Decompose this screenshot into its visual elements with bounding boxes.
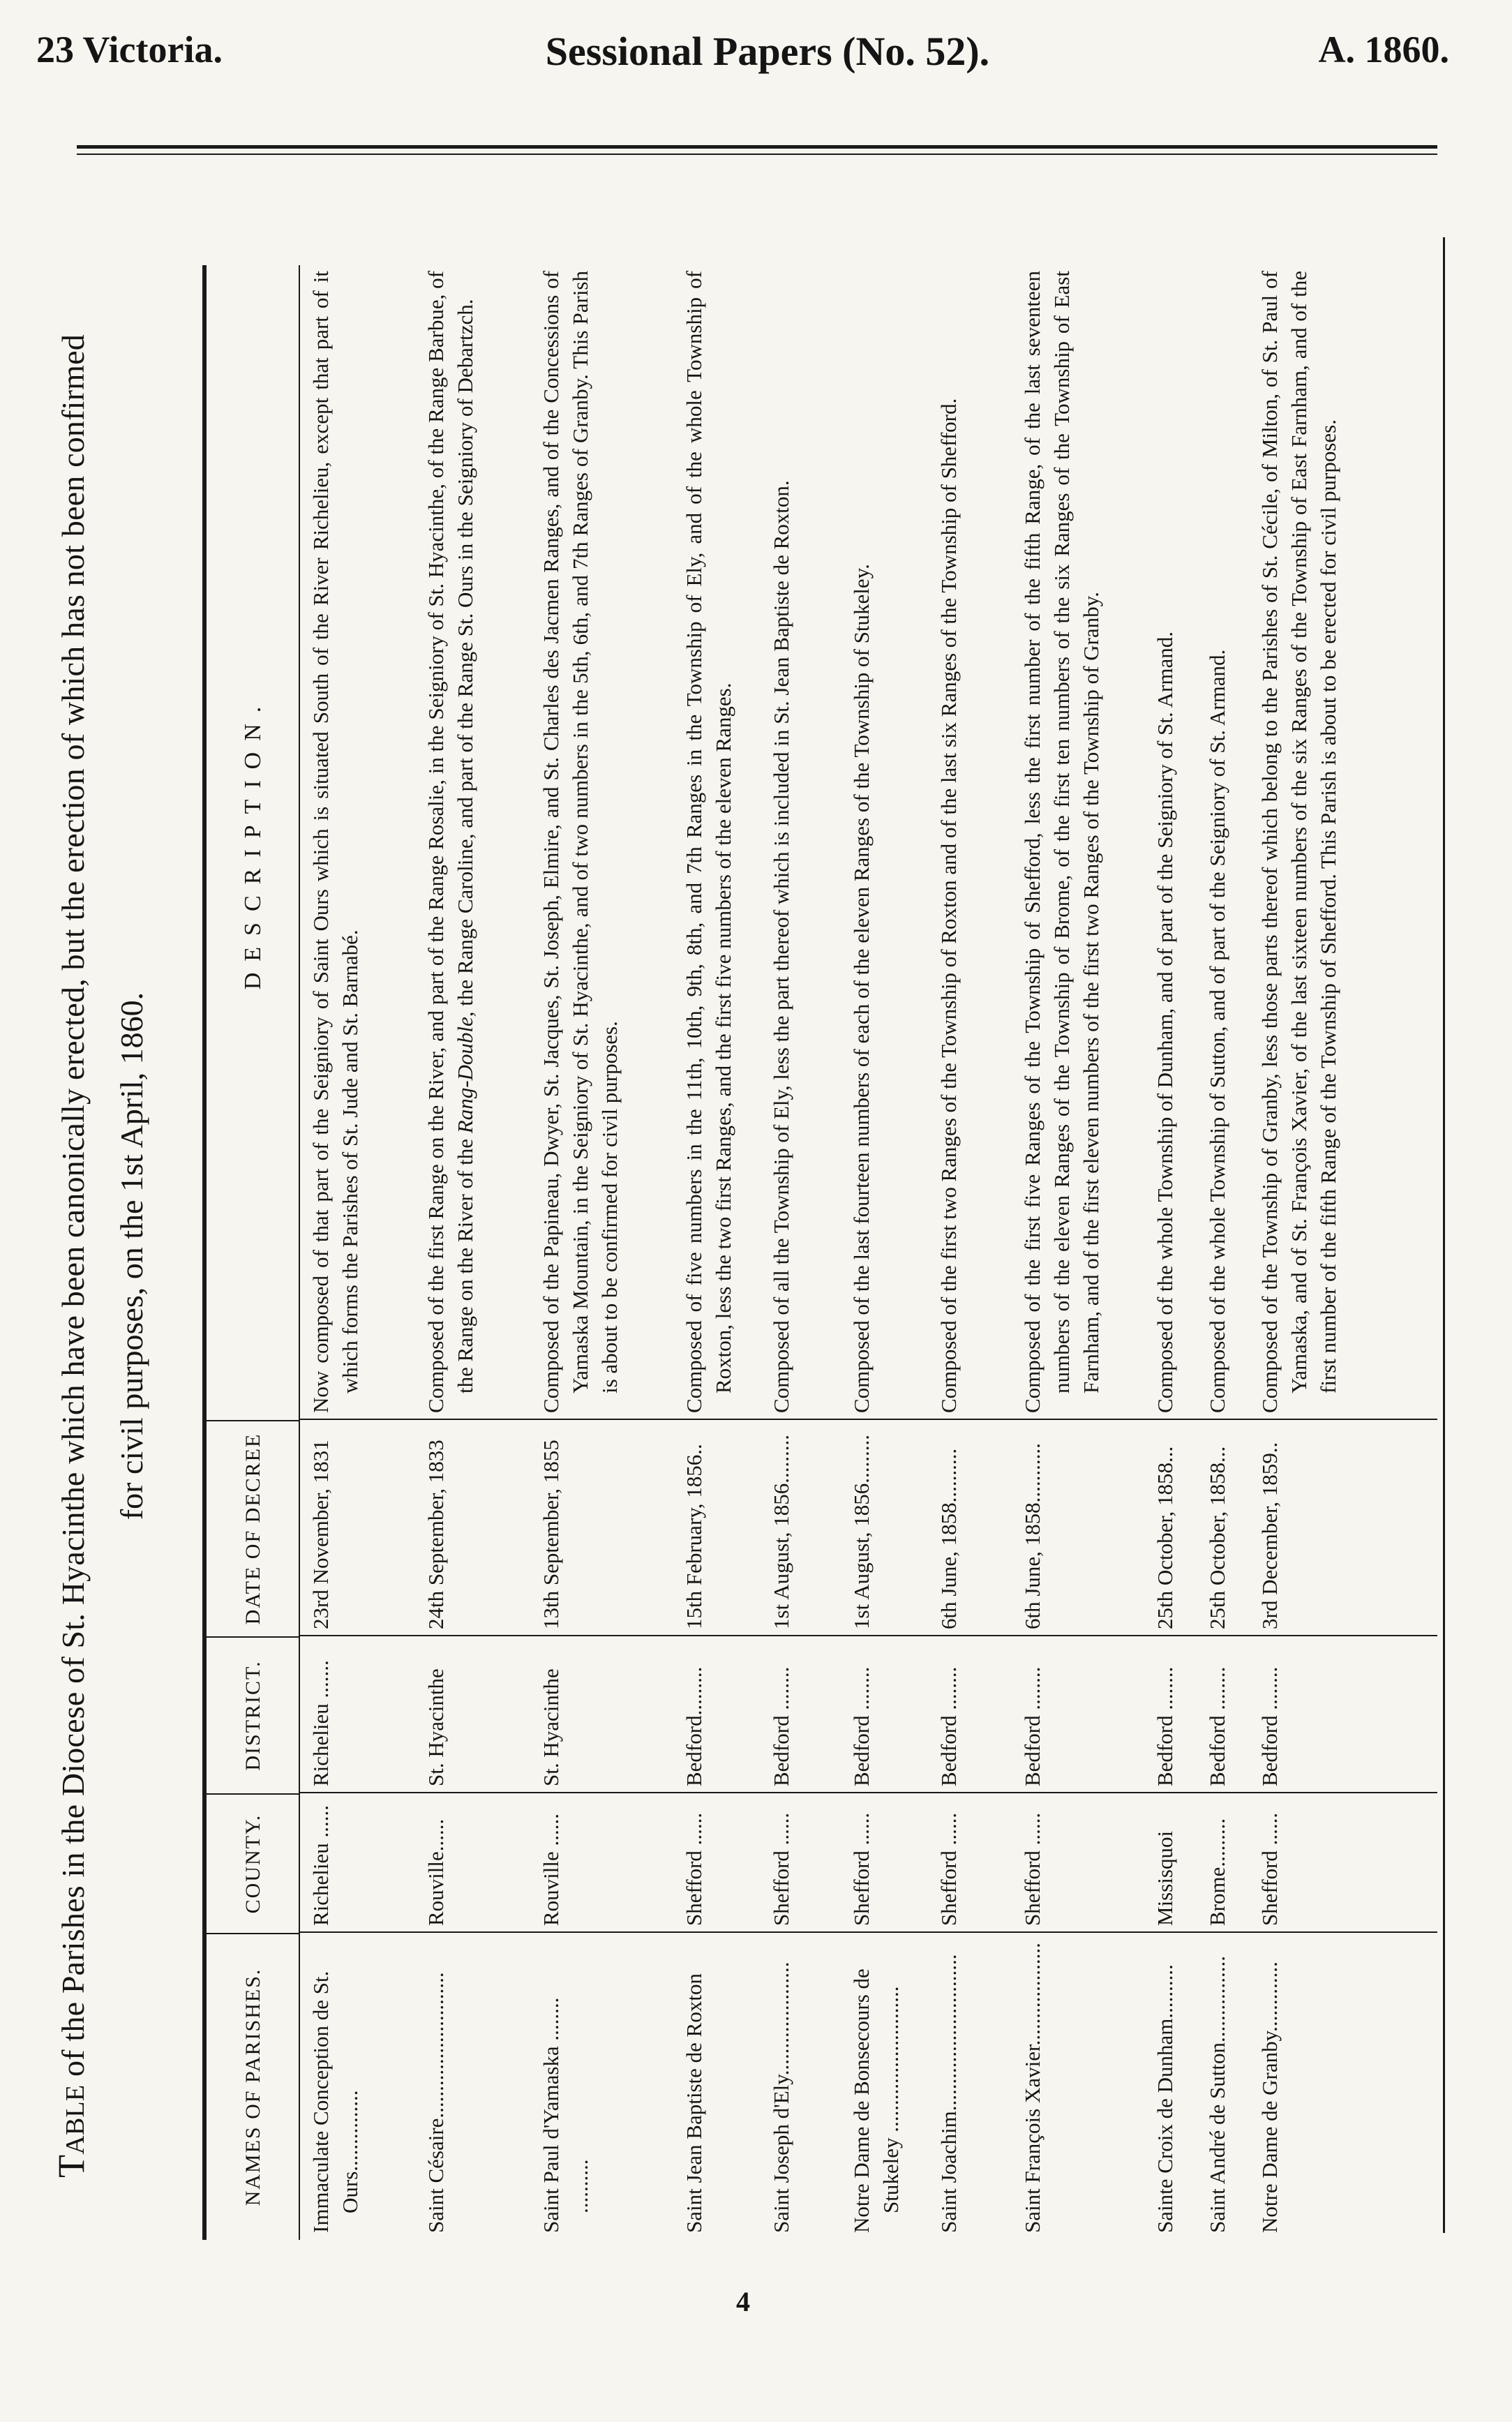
parish-county: Rouville......: [424, 1818, 448, 1926]
parish-description: [419, 265, 480, 1420]
parish-name: Saint Césaire...........................: [424, 1972, 448, 2233]
parish-name: Notre Dame de Granby.............: [1257, 1961, 1282, 2233]
table-row: [1200, 265, 1252, 2240]
parish-name: Saint Paul d'Yamaska ........ ..........: [539, 1997, 592, 2233]
parish-county: Shefford ......: [849, 1812, 874, 1926]
decree-date: 25th October, 1858...: [1205, 1446, 1229, 1629]
header-county: COUNTY.: [207, 1793, 300, 1933]
header-names-of-parishes: NAMES OF PARISHES.: [207, 1933, 300, 2240]
parish-description: Composed of the first five Ranges of the Township of Shefford, less the first number of the fifth Range, of the last seventeen numbers of the eleven Ranges of the Township of Brome, of the first ten numbers of the six Ranges of the Township of East Farnham, and of the first eleven numbers of the first two Ranges of the Township of Granby.: [1020, 271, 1103, 1413]
parish-description: Composed of the Township of Granby, less those parts thereof which belong to the Parishes of St. Cécile, of Milton, of St. Paul of Yamaska, and of St. François Xavier, of the last sixteen numbers of the six Ranges of the Township of East Farnham, and of the first number of the fifth Range of the Township of Shefford. This Parish is about to be erected for civil purposes.: [1257, 271, 1340, 1413]
caption-line-2: for civil purposes, on the 1st April, 1860.: [114, 992, 149, 1520]
parish-description: Composed of the first two Ranges of the Township of Roxton and of the last six Ranges of the Township of Shefford.: [936, 398, 961, 1413]
table-row: [1252, 265, 1413, 2240]
parish-name: Saint Joseph d'Ely.....................: [769, 1961, 793, 2233]
parishes-table: [202, 265, 1437, 2240]
decree-date: 24th September, 1833: [424, 1440, 448, 1629]
rotated-page-body: [42, 181, 1437, 2331]
table-caption: [42, 181, 188, 2331]
header-date-of-decree: DATE OF DECREE: [207, 1420, 300, 1636]
parish-district: Bedford ........: [936, 1666, 961, 1786]
table-body: [300, 265, 1437, 2240]
parish-district: Bedford ........: [1257, 1666, 1282, 1786]
parish-county: Shefford ......: [682, 1812, 706, 1926]
decree-date: 6th June, 1858...........: [1020, 1443, 1045, 1629]
decree-date: 25th October, 1858...: [1153, 1446, 1177, 1629]
parish-county: Brome.........: [1205, 1818, 1229, 1926]
parish-name: Immaculate Conception de St. Ours...............: [308, 1971, 362, 2233]
caption-line-1: [42, 181, 103, 2331]
decree-date: 15th February, 1856..: [682, 1444, 706, 1629]
parish-description: Composed of the last fourteen numbers of each of the eleven Ranges of the Township of Stukeley.: [849, 564, 874, 1413]
decree-date: 3rd December, 1859..: [1257, 1442, 1282, 1629]
running-header-right: A. 1860.: [1318, 29, 1449, 70]
parish-district: Bedford ........: [1020, 1666, 1045, 1786]
decree-date: 13th September, 1855: [539, 1440, 563, 1629]
parish-name: Saint Jean Baptiste de Roxton: [682, 1973, 706, 2233]
description-part: Composed of the first Range on the River, and part of the Range Rosalie, in the Seigniory of St. Hyacinthe, of the Range Barbue, of the Range on the River of the: [424, 271, 477, 1413]
parish-county: Shefford ......: [1020, 1812, 1045, 1926]
parish-name: Saint André de Sutton................: [1205, 1956, 1229, 2233]
decree-date: 6th June, 1858..........: [936, 1448, 961, 1629]
parish-description: Composed of the whole Township of Dunham, and of part of the Seigniory of St. Armand.: [1153, 631, 1177, 1413]
parish-district: Richelieu .......: [308, 1660, 333, 1786]
parish-district: Bedford ........: [769, 1666, 793, 1786]
decree-date: 23rd November, 1831: [308, 1440, 333, 1629]
table-header: [202, 265, 300, 2240]
parish-district: Bedford ........: [1153, 1666, 1177, 1786]
caption-lead-word: Table: [50, 2084, 92, 2178]
parish-name: Saint Joachim.............................: [936, 1954, 961, 2233]
parish-county: Shefford ......: [769, 1812, 793, 1926]
parish-name: Notre Dame de Bonsecours de Stukeley ...........................: [849, 1968, 903, 2233]
decree-date: 1st August, 1856.........: [849, 1434, 874, 1629]
parish-description: Composed of five numbers in the 11th, 10th, 9th, 8th, and 7th Ranges in the Township of Ely, and of the whole Township of Roxton, less the two first Ranges, and the first five numbers of the eleven Ranges.: [682, 271, 735, 1413]
parish-name: Saint François Xavier...................: [1020, 1943, 1045, 2233]
table-row: [677, 265, 764, 2240]
table-row: [419, 265, 534, 2240]
parish-district: St. Hyacinthe: [539, 1668, 563, 1786]
table-row: [764, 265, 844, 2240]
table-row: [844, 265, 931, 2240]
header-description: DESCRIPTION.: [240, 695, 266, 990]
table-row: [1148, 265, 1200, 2240]
header-rule-thick: [77, 145, 1437, 149]
page-number: 4: [736, 2286, 750, 2317]
parish-district: Bedford ........: [1205, 1666, 1229, 1786]
table-row: [534, 265, 677, 2240]
table-right-rule: [1443, 237, 1445, 2233]
decree-date: 1st August, 1856.........: [769, 1434, 793, 1629]
header-rule-thin: [77, 154, 1437, 155]
table-row: [1015, 265, 1148, 2240]
parish-description: Composed of the Papineau, Dwyer, St. Jacques, St. Joseph, Elmire, and St. Charles des Jacmen Ranges, and of the Concessions of Yamaska Mountain, in the Seigniory of St. Hyacinthe, and of two numbers in the 5th, 6th, and 7th Ranges of Granby. This Parish is about to be confirmed for civil purposes.: [539, 271, 622, 1413]
parish-district: St. Hyacinthe: [424, 1668, 448, 1786]
description-italic-term: Rang-Double,: [453, 1011, 477, 1134]
parish-county: Richelieu ......: [308, 1804, 333, 1926]
running-header-left: 23 Victoria.: [36, 29, 223, 70]
parish-district: Bedford ........: [849, 1666, 874, 1786]
parish-name: Sainte Croix de Dunham..........: [1153, 1964, 1177, 2233]
header-district: DISTRICT.: [207, 1636, 300, 1793]
parish-description: Now composed of that part of the Seigniory of Saint Ours which is situated South of the River Richelieu, except that part of it which forms the Parishes of St. Jude and St. Barnabé.: [308, 271, 362, 1413]
parish-description: Composed of the whole Township of Sutton, and of part of the Seigniory of St. Armand.: [1205, 649, 1229, 1413]
caption-line-1-text: of the Parishes in the Diocese of St. Hyacinthe which have been canonically erected, but the erection of which has not been confirmed: [55, 334, 91, 2077]
parish-county: Shefford ......: [936, 1812, 961, 1926]
description-part: the Range Caroline, and part of the Range St. Ours in the Seigniory of Debartzch.: [453, 299, 477, 1012]
parish-district: Bedford.........: [682, 1666, 706, 1786]
table-row: [931, 265, 1015, 2240]
parish-county: Rouville ......: [539, 1813, 563, 1926]
table-row: [304, 265, 419, 2240]
parish-description: Composed of all the Township of Ely, less the part thereof which is included in St. Jean Baptiste de Roxton.: [769, 480, 793, 1413]
running-header-title: Sessional Papers (No. 52).: [545, 29, 990, 74]
parish-county: Shefford ......: [1257, 1812, 1282, 1926]
parish-county: Missisquoi: [1153, 1830, 1177, 1926]
